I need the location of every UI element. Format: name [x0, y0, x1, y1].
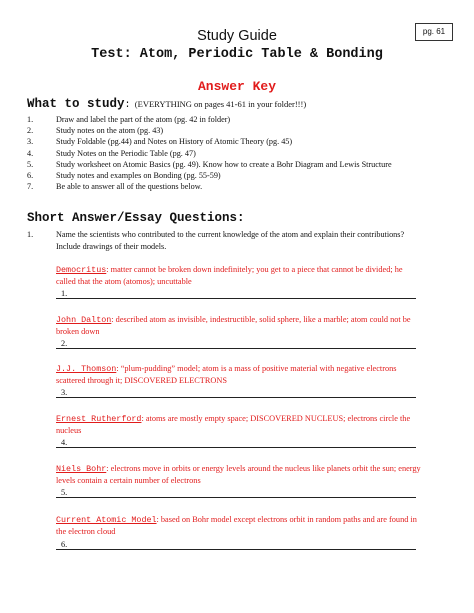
study-list-item	[27, 125, 392, 136]
answer-line-number: 3.	[61, 388, 68, 397]
study-item-text: Study Notes on the Periodic Table (pg. 47)	[56, 148, 196, 158]
test-subtitle: Test: Atom, Periodic Table & Bonding	[91, 47, 383, 62]
study-list-item	[27, 181, 392, 192]
study-list-item	[27, 148, 392, 159]
answer-line	[56, 338, 416, 349]
answer-text: : “plum-pudding” model; atom is a mass of positive material with negative electrons scattered through it; DISCOVERED ELECTRONS	[56, 364, 397, 385]
study-list-item	[27, 136, 392, 147]
what-to-study-note: (EVERYTHING on pages 41-61 in your folder!!!)	[134, 99, 307, 109]
scientist-name: Ernest Rutherford	[56, 414, 142, 424]
study-item-text: Study notes on the atom (pg. 43)	[56, 126, 164, 136]
scientist-name: Niels Bohr	[56, 464, 107, 474]
answer-line	[56, 288, 416, 299]
answer-text: : atoms are mostly empty space; DISCOVERED NUCLEUS; electrons circle the nucleus	[56, 414, 411, 435]
short-answer-heading: Short Answer/Essay Questions:	[27, 211, 245, 225]
answer-text: : described atom as invisible, indestructible, solid sphere, like a marble; atom could not be broken down	[56, 315, 411, 336]
study-item-number: 6.	[27, 171, 34, 181]
study-item-number: 2.	[27, 126, 34, 136]
answer-line	[56, 487, 416, 498]
study-item-text: Study notes and examples on Bonding (pg. 55-59)	[56, 171, 221, 181]
page-number-box: pg. 61	[415, 23, 453, 41]
answer-line-number: 1.	[61, 289, 68, 298]
answer-line	[56, 437, 416, 448]
scientist-name: Current Atomic Model	[56, 515, 157, 525]
answer-bohr	[56, 463, 423, 487]
answer-line-number: 2.	[61, 339, 68, 348]
answer-line-number: 5.	[61, 488, 68, 497]
answer-line	[56, 387, 416, 398]
answer-democritus	[56, 264, 423, 288]
page-title: Study Guide	[197, 28, 277, 44]
answer-rutherford	[56, 413, 423, 437]
what-to-study-colon: :	[124, 100, 131, 111]
study-item-number: 7.	[27, 182, 34, 192]
study-item-number: 5.	[27, 159, 34, 169]
answer-text: : electrons move in orbits or energy levels around the nucleus like planets orbit the sun; energy levels contain a certain number of electrons	[56, 464, 421, 485]
study-list-item	[27, 170, 392, 181]
answer-dalton	[56, 314, 423, 338]
question-text: Name the scientists who contributed to the current knowledge of the atom and explain their contributions? Include drawings of their models.	[56, 230, 405, 251]
answer-line-number: 6.	[61, 540, 68, 549]
answer-line	[56, 539, 416, 550]
answer-thomson	[56, 363, 423, 387]
question-1	[27, 229, 427, 252]
answer-text: : based on Bohr model except electrons orbit in random paths and are found in the electron cloud	[56, 515, 417, 536]
study-item-number: 4.	[27, 148, 34, 158]
study-item-number: 3.	[27, 137, 34, 147]
answer-text: : matter cannot be broken down indefinitely; you get to a piece that cannot be divided; he called that the atom (atomos); uncuttable	[56, 265, 403, 286]
study-item-text: Draw and label the part of the atom (pg. 42 in folder)	[56, 115, 231, 124]
study-item-text: Be able to answer all of the questions below.	[56, 182, 203, 192]
study-item-text: Study Foldable (pg.44) and Notes on History of Atomic Theory (pg. 45)	[56, 137, 293, 147]
scientist-name: Democritus	[56, 265, 107, 275]
scientist-name: J.J. Thomson	[56, 364, 117, 374]
study-list	[27, 114, 392, 192]
scientist-name: John Dalton	[56, 315, 112, 325]
question-number: 1.	[27, 230, 34, 239]
study-item-text: Study worksheet on Atomic Basics (pg. 49). Know how to create a Bohr Diagram and Lewis Structure	[56, 159, 392, 169]
study-list-item	[27, 114, 392, 125]
what-to-study-label: What to study	[27, 97, 125, 111]
answer-current-model	[56, 514, 423, 538]
answer-line-number: 4.	[61, 438, 68, 447]
study-item-number: 1.	[27, 115, 34, 124]
what-to-study-heading	[27, 97, 306, 111]
study-list-item	[27, 159, 392, 170]
answer-key-heading: Answer Key	[197, 79, 276, 94]
